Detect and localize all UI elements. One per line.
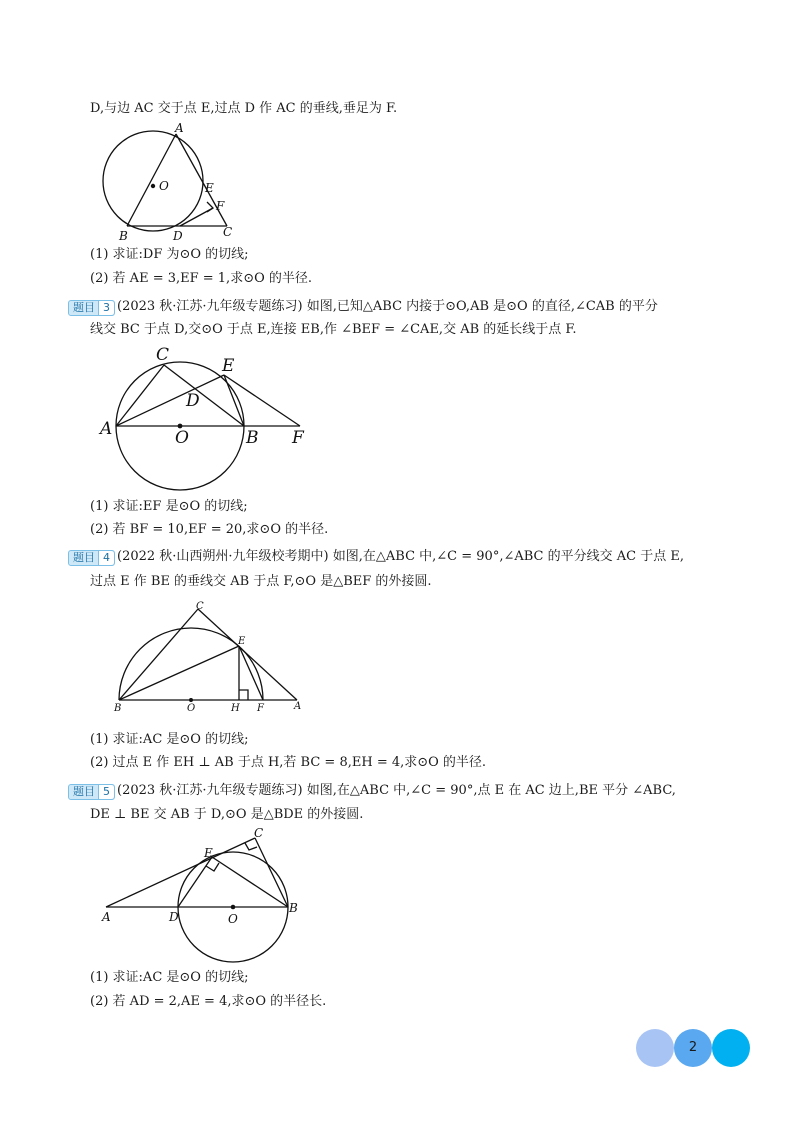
problem5-line2: DE ⊥ BE 交 AB 于 D,⊙O 是△BDE 的外接圆. [90,807,364,822]
fig4-label-f: F [257,703,264,714]
fig4-label-h: H [231,703,240,714]
problem3-line2: 线交 BC 于点 D,交⊙O 于点 E,连接 EB,作 ∠BEF = ∠CAE,交 AB 的延长线于点 F. [90,322,577,337]
problem3-line1: 题目 3 (2023 秋·江苏·九年级专题练习) 如图,已知△ABC 内接于⊙O,AB 是⊙O 的直径,∠CAB 的平分 [68,298,658,316]
fig3-label-e: E [222,356,235,376]
figure-4 [105,596,315,716]
fig3-label-d: D [186,391,200,411]
problem5-badge: 题目 5 [68,784,115,800]
fig5-label-o: O [228,912,238,926]
fig1-label-a: A [175,122,184,135]
fig5-label-b: B [289,901,298,915]
fig1-label-o: O [159,179,169,193]
fig3-label-f: F [292,428,304,448]
problem3-question1: (1) 求证:EF 是⊙O 的切线; [90,499,248,514]
intro-text: D,与边 AC 交于点 E,过点 D 作 AC 的垂线,垂足为 F. [90,101,398,116]
fig4-label-b: B [114,703,122,714]
fig3-label-a: A [100,419,113,439]
problem2-question1: (1) 求证:DF 为⊙O 的切线; [90,247,249,262]
figure-5 [98,822,318,972]
fig4-label-c: C [196,601,204,612]
figure-1 [95,122,255,247]
problem5-question2: (2) 若 AD = 2,AE = 4,求⊙O 的半径长. [90,994,327,1009]
fig1-label-e: E [205,181,214,195]
page-number: 2 [688,1040,698,1055]
fig1-label-b: B [119,229,128,243]
problem5-question1: (1) 求证:AC 是⊙O 的切线; [90,970,249,985]
page-number-badge [636,1027,756,1067]
fig3-label-c: C [156,345,170,365]
problem3-question2: (2) 若 BF = 10,EF = 20,求⊙O 的半径. [90,522,329,537]
fig1-label-c: C [223,225,233,239]
problem5-line1: 题目 5 (2023 秋·江苏·九年级专题练习) 如图,在△ABC 中,∠C = 90°,点 E 在 AC 边上,BE 平分 ∠ABC, [68,782,676,800]
fig5-label-d: D [169,910,179,924]
problem4-question1: (1) 求证:AC 是⊙O 的切线; [90,732,249,747]
problem2-question2: (2) 若 AE = 3,EF = 1,求⊙O 的半径. [90,271,313,286]
problem4-badge: 题目 4 [68,550,115,566]
fig5-label-c: C [254,826,264,840]
fig3-label-o: O [175,428,189,448]
problem3-badge: 题目 3 [68,300,115,316]
fig3-label-b: B [246,428,259,448]
problem4-question2: (2) 过点 E 作 EH ⊥ AB 于点 H,若 BC = 8,EH = 4,求⊙O 的半径. [90,755,487,770]
fig1-label-d: D [173,229,183,243]
problem4-line1: 题目 4 (2022 秋·山西朔州·九年级校考期中) 如图,在△ABC 中,∠C = 90°,∠ABC 的平分线交 AC 于点 E, [68,548,684,566]
fig5-label-a: A [102,910,111,924]
fig4-label-e: E [238,636,246,647]
fig4-label-a: A [294,701,302,712]
problem4-line2: 过点 E 作 BE 的垂线交 AB 于点 F,⊙O 是△BEF 的外接圆. [90,574,432,589]
figure-3 [98,342,318,502]
page-circle-left [636,1029,674,1067]
fig5-label-e: E [204,846,213,860]
page-circle-right [712,1029,750,1067]
fig4-label-o: O [187,703,196,714]
fig1-label-f: F [216,199,225,213]
